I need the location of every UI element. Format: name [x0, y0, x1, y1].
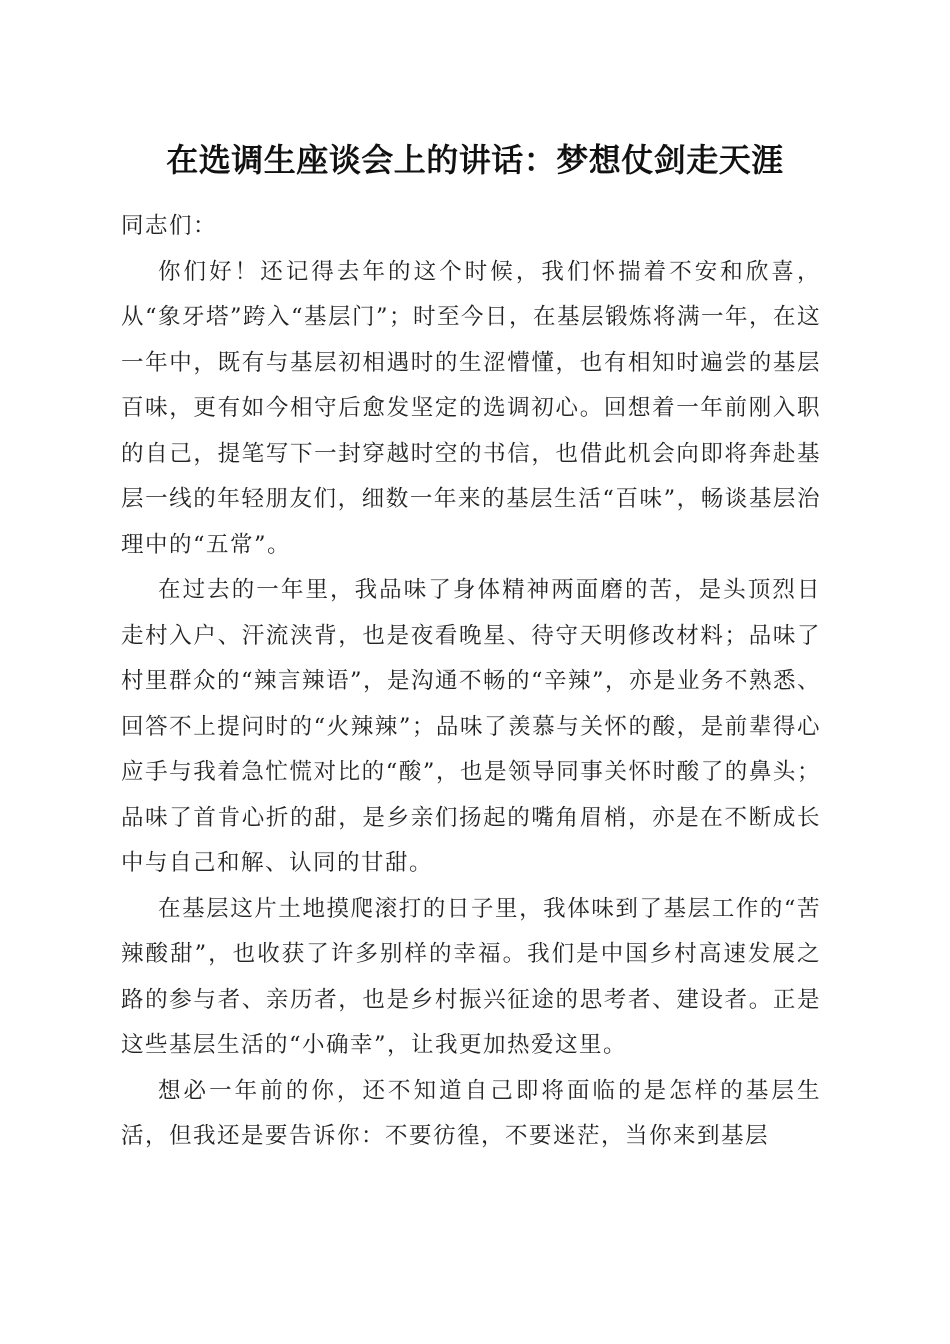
- document-title: 在选调生座谈会上的讲话：梦想仗剑走天涯: [166, 141, 784, 179]
- paragraph-4: 想必一年前的你，还不知道自己即将面临的是怎样的基层生活，但我还是要告诉你：不要彷徨，不要迷茫，当你来到基层: [121, 1077, 821, 1149]
- document-body: [121, 204, 821, 1160]
- paragraph-3: 在基层这片土地摸爬滚打的日子里，我体味到了基层工作的“苦辣酸甜”，也收获了许多别样的幸福。我们是中国乡村高速发展之路的参与者、亲历者，也是乡村振兴征途的思考者、建设者。正是这些基层生活的“小确幸”，让我更加热爱这里。: [121, 895, 821, 1058]
- salutation: 同志们：: [121, 213, 218, 239]
- paragraph-2: 在过去的一年里，我品味了身体精神两面磨的苦，是头顶烈日走村入户、汗流浃背，也是夜看晚星、待守天明修改材料；品味了村里群众的“辣言辣语”，是沟通不畅的“辛辣”，亦是业务不熟悉、回答不上提问时的“火辣辣”；品味了羡慕与关怀的酸，是前辈得心应手与我着急忙慌对比的“酸”，也是领导同事关怀时酸了的鼻头；品味了首肯心折的甜，是乡亲们扬起的嘴角眉梢，亦是在不断成长中与自己和解、认同的甘甜。: [121, 577, 822, 876]
- paragraph-1: 你们好！还记得去年的这个时候，我们怀揣着不安和欣喜，从“象牙塔”跨入“基层门”；时至今日，在基层锻炼将满一年，在这一年中，既有与基层初相遇时的生涩懵懂，也有相知时遍尝的基层百味，更有如今相守后愈发坚定的选调初心。回想着一年前刚入职的自己，提笔写下一封穿越时空的书信，也借此机会向即将奔赴基层一线的年轻朋友们，细数一年来的基层生活“百味”，畅谈基层治理中的“五常”。: [121, 258, 822, 558]
